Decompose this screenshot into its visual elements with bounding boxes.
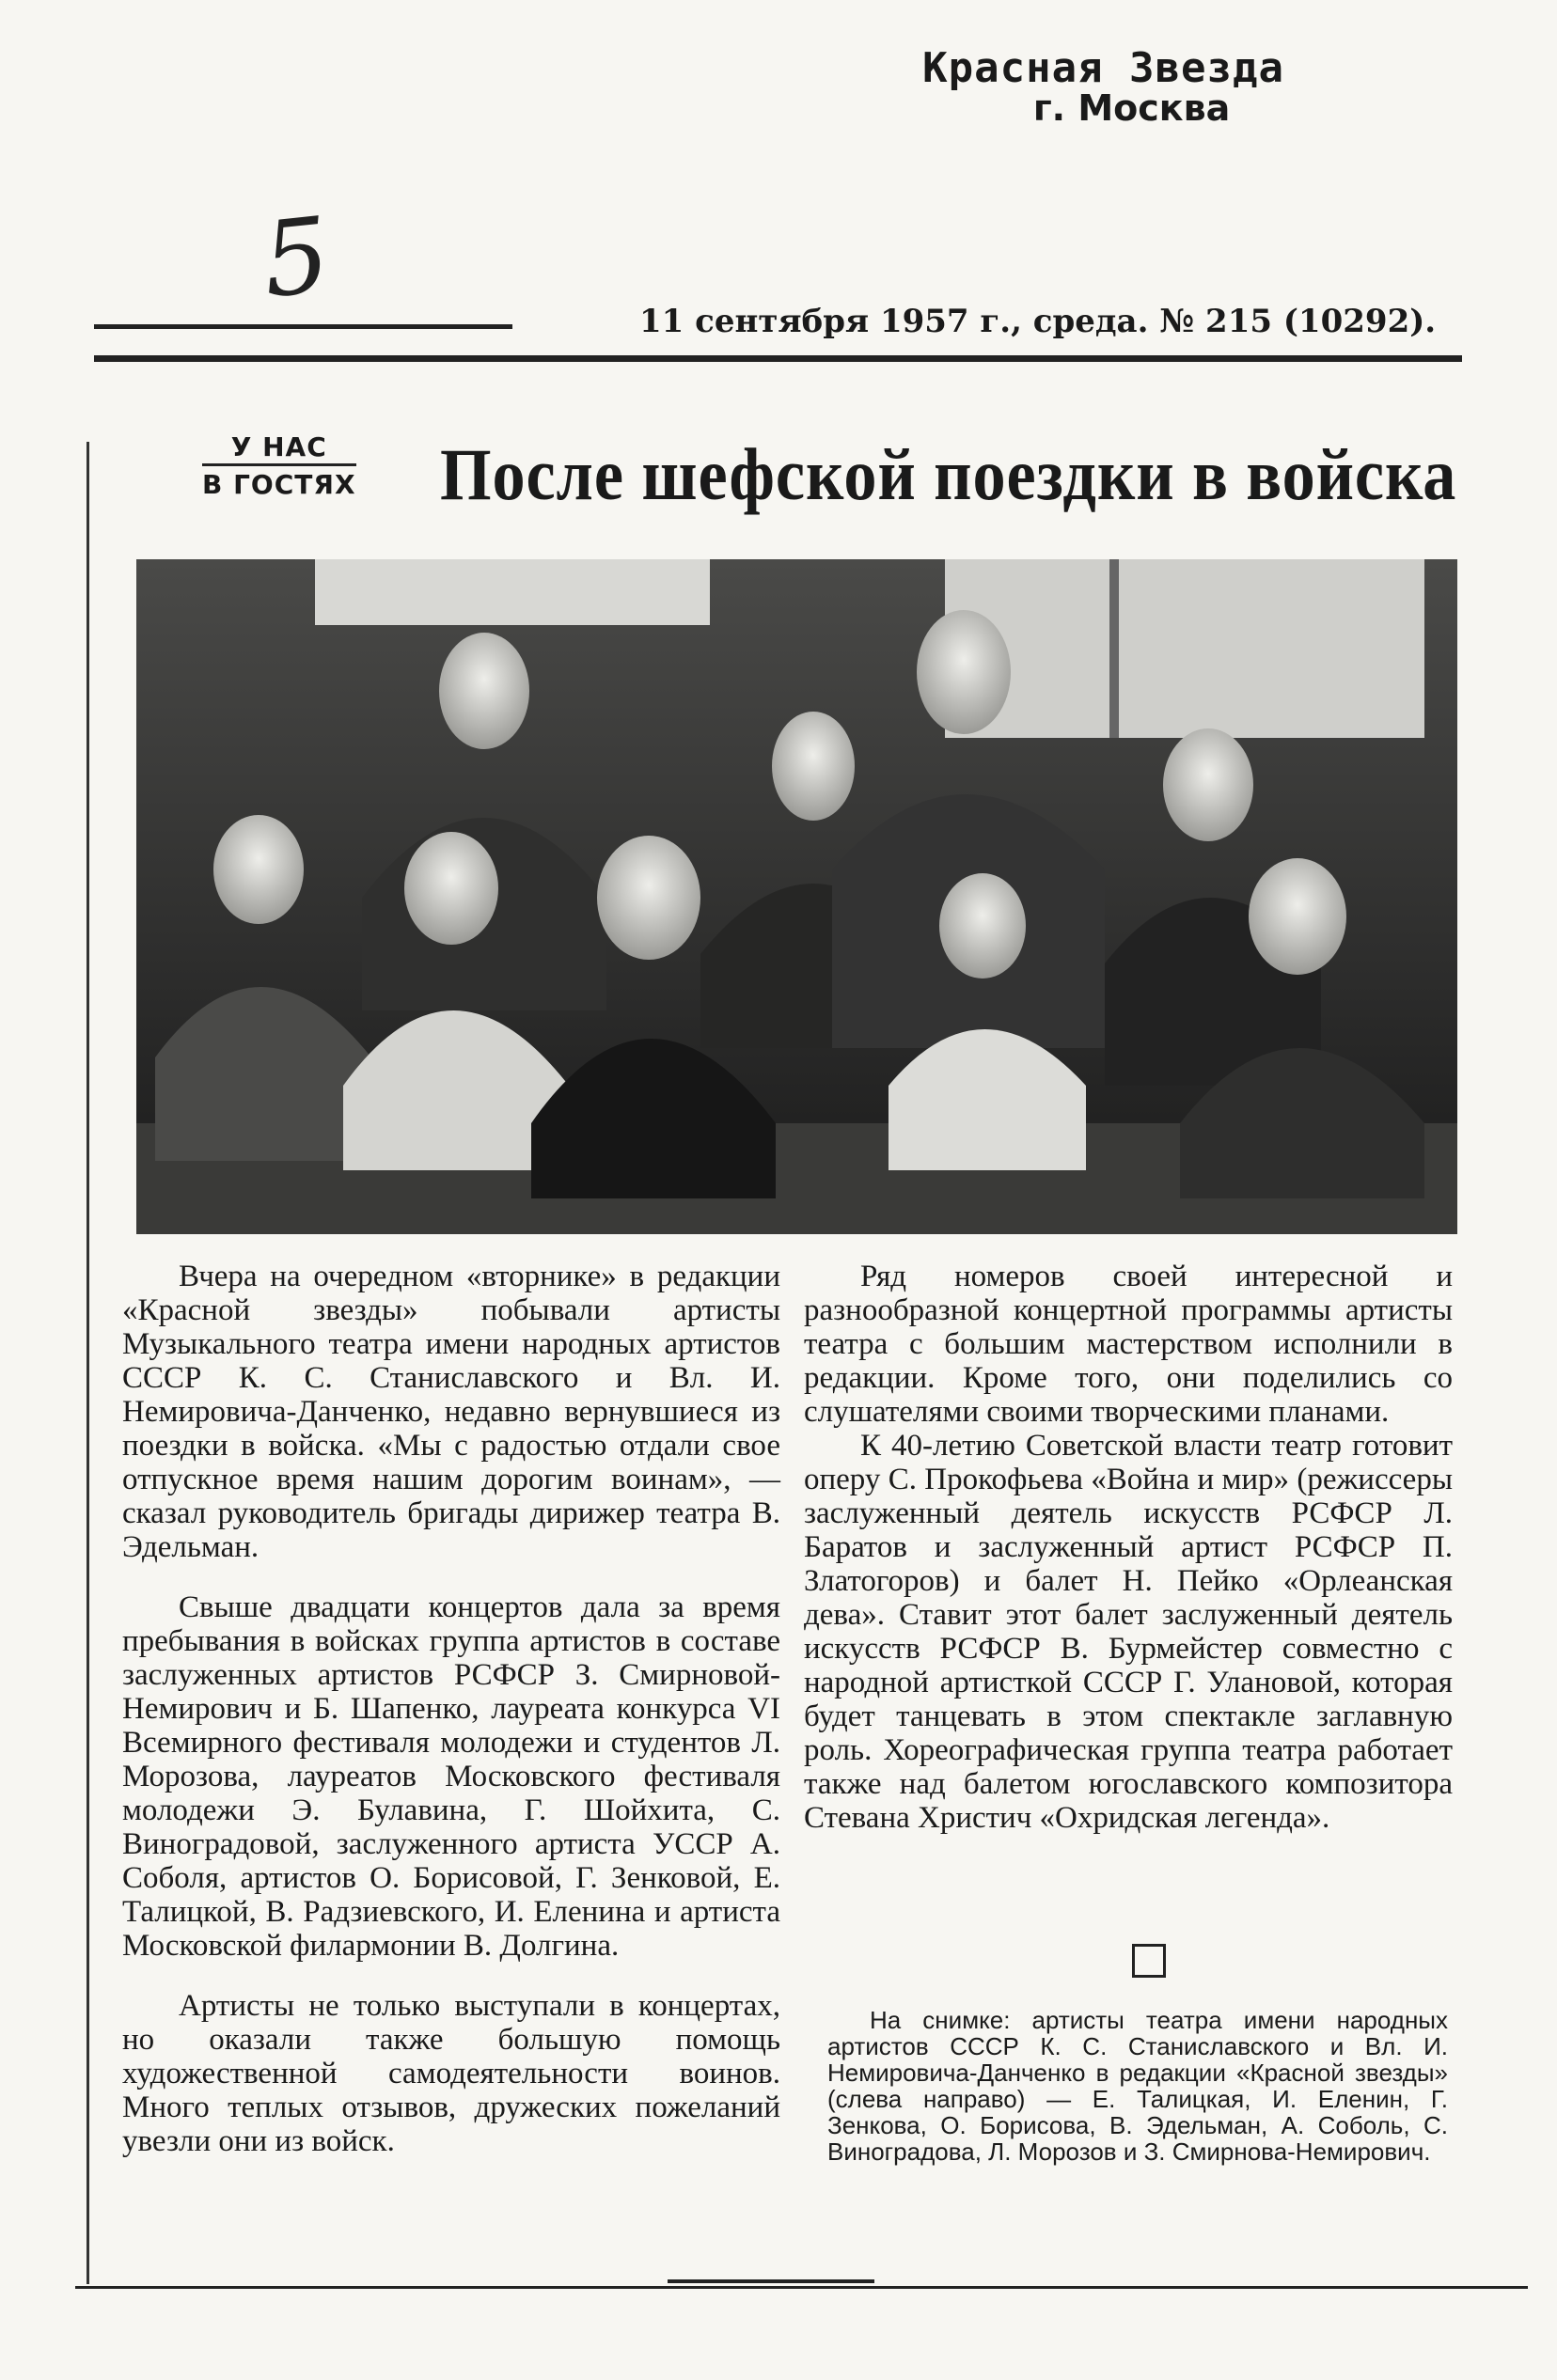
handwritten-page-number: 5 <box>257 194 336 321</box>
dateline: 11 сентября 1957 г., среда. № 215 (10292). <box>639 303 1437 340</box>
paragraph: Артисты не только выступали в концертах, но оказали также большую помощь художественной самодеятельности воинов. Много теплых отзывов, дружеских пожеланий увезли они из войск. <box>122 1989 780 2158</box>
paragraph: К 40-летию Советской власти театр готовит оперу С. Прокофьева «Война и мир» (режиссеры заслуженный деятель искусств РСФСР Л. Баратов и заслуженный артист РСФСР П. Златогоров) и балет Н. Пейко «Орлеанская дева». Ставит этот балет заслуженный деятель искусств РСФСР В. Бурмейстер совместно с народной артисткой СССР Г. Улановой, которая будет танцевать в этом спектакле заглавную роль. Хореографическая группа театра работает также над балетом югославского композитора Стевана Христич «Охридская легенда». <box>804 1429 1453 1835</box>
group-photo-image <box>136 559 1457 1234</box>
paragraph: Вчера на очередном «вторнике» в редакции «Красной звезды» побывали артисты Музыкального театра имени народных артистов СССР К. С. Станиславского и Вл. И. Немировича-Данченко, недавно вернувшиеся из поездки в войска. «Мы с радостью отдали свое отпускное время нашим дорогим воинам», — сказал руководитель бригады дирижер театра В. Эдельман. <box>122 1260 780 1564</box>
stamp-city: г. Москва <box>1032 87 1231 130</box>
rubric-line-1: У НАС <box>230 431 327 462</box>
group-photo <box>136 559 1457 1234</box>
masthead-rule <box>94 355 1462 362</box>
bottom-rule <box>75 2286 1528 2289</box>
paragraph: Свыше двадцати концертов дала за время пребывания в войсках группа артистов в составе заслуженных артистов РСФСР З. Смирновой-Немирович и Б. Шапенко, лауреата конкурса VI Всемирного фестиваля молодежи и студентов Л. Морозова, лауреатов Московского фестиваля молодежи Э. Булавина, Г. Шойхита, С. Виноградовой, заслуженного артиста УССР А. Соболя, артистов О. Борисовой, Г. Зенковой, Е. Талицкой, В. Радзиевского, И. Еленина и артиста Московской филармонии В. Долгина. <box>122 1590 780 1963</box>
photo-caption: На снимке: артисты театра имени народных артистов СССР К. С. Станиславского и Вл. И. Немировича-Данченко в редакции «Красной звезды» (слева направо) — Е. Талицкая, И. Еленин, Г. Зенкова, О. Борисова, В. Эдельман, А. Соболь, С. Виноградова, Л. Морозов и З. Смирнова-Немирович. <box>827 2006 1448 2166</box>
rubric-line-2: В ГОСТЯХ <box>202 463 356 501</box>
rubric <box>202 431 356 501</box>
article-column-1 <box>122 1260 780 2184</box>
headline: После шефской поездки в войска <box>440 433 1457 515</box>
column-rule-left <box>86 442 89 2284</box>
stamp-newspaper-name: Красная Звезда <box>922 44 1284 92</box>
bottom-rule-short <box>668 2279 874 2283</box>
top-rule-short <box>94 324 512 329</box>
article-column-2 <box>804 1260 1453 1835</box>
end-mark-square <box>1132 1944 1166 1978</box>
newspaper-stamp <box>922 44 1284 130</box>
paragraph: Ряд номеров своей интересной и разнообразной концертной программы артисты театра с большим мастерством исполнили в редакции. Кроме того, они поделились со слушателями своими творческими планами. <box>804 1260 1453 1429</box>
